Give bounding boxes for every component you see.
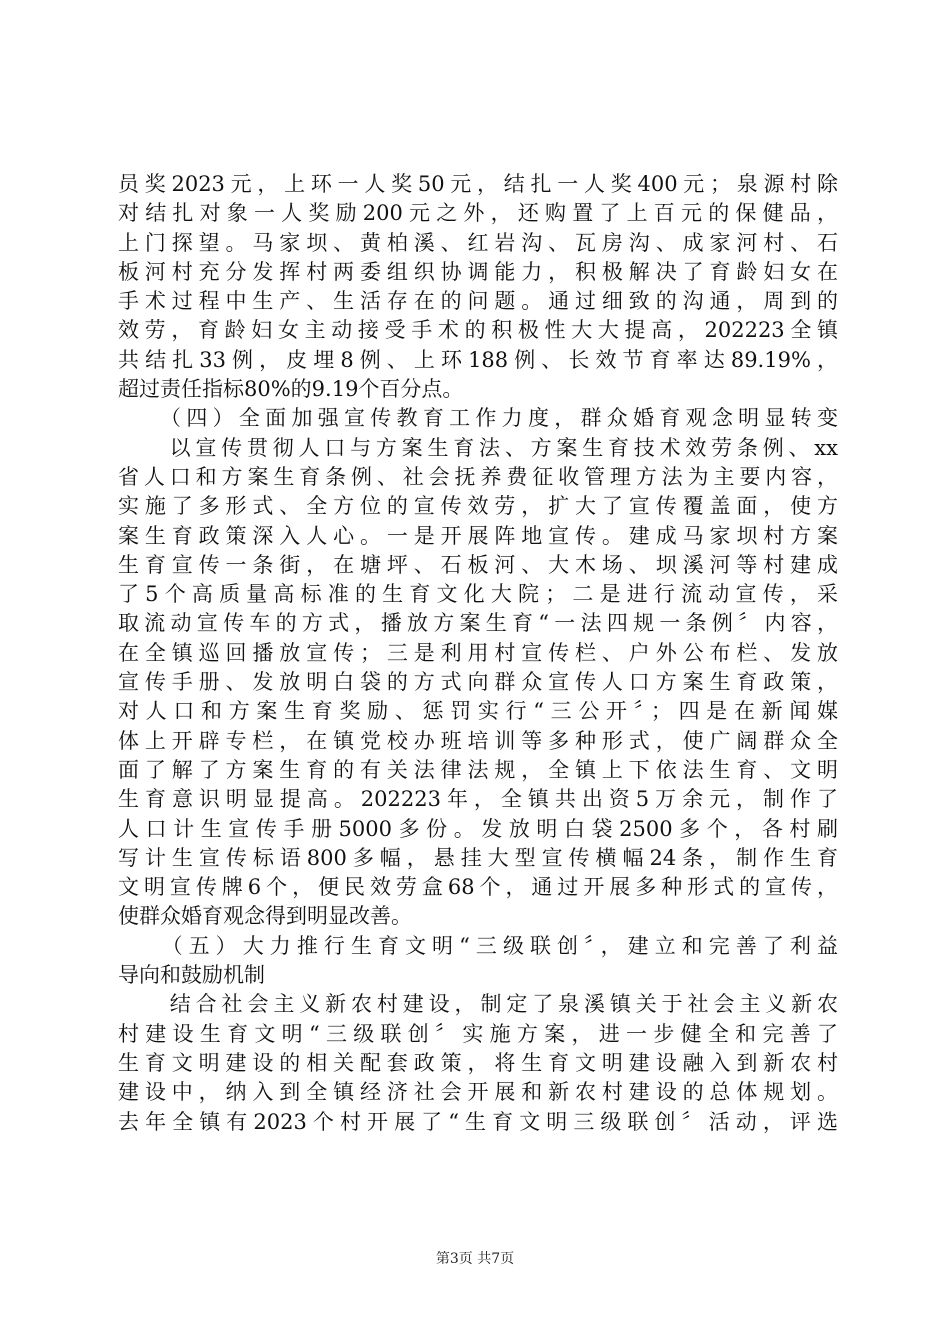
page-footer: 第3页 共7页 — [435, 1251, 515, 1267]
text-line: 手术过程中生产、生活存在的问题。通过细致的沟通，周到的 — [118, 289, 838, 314]
text-line: 员奖2023元，上环一人奖50元，结扎一人奖400元；泉源村除 — [118, 172, 838, 196]
text-line: 对人口和方案生育奖励、惩罚实行“三公开〞；四是在新闻媒 — [118, 699, 838, 724]
text-line: 板河村充分发挥村两委组织协调能力，积极解决了育龄妇女在 — [118, 259, 838, 284]
text-line: 面了解了方案生育的有关法律法规，全镇上下依法生育、文明 — [118, 757, 838, 782]
text-line: 取流动宣传车的方式，播放方案生育“一法四规一条例〞内容， — [118, 611, 838, 636]
text-line: 导向和鼓励机制 — [118, 963, 265, 988]
text-line: 对结扎对象一人奖励200元之外，还购置了上百元的保健品， — [118, 201, 838, 226]
text-line: 体上开辟专栏，在镇党校办班培训等多种形式，使广阔群众全 — [118, 728, 838, 753]
text-line: 文明宣传牌6个，便民效劳盒68个，通过开展多种形式的宣传， — [118, 875, 838, 900]
text-line: 建设中，纳入到全镇经济社会开展和新农村建设的总体规划。 — [118, 1080, 838, 1105]
text-line: 生育意识明显提高。202223年，全镇共出资5万余元，制作了 — [118, 787, 838, 812]
text-line: 上门探望。马家坝、黄柏溪、红岩沟、瓦房沟、成家河村、石 — [118, 230, 838, 255]
body-text — [118, 170, 838, 1137]
text-line: 了5个高质量高标准的生育文化大院；二是进行流动宣传，采 — [118, 582, 838, 607]
text-line: 生育宣传一条街，在塘坪、石板河、大木场、坝溪河等村建成 — [118, 552, 838, 577]
text-line: 实施了多形式、全方位的宣传效劳，扩大了宣传覆盖面，使方 — [118, 494, 838, 519]
text-line: 人口计生宣传手册5000多份。发放明白袋2500多个，各村刷 — [118, 816, 838, 841]
text-line: 使群众婚育观念得到明显改善。 — [118, 904, 412, 929]
text-line: 以宣传贯彻人口与方案生育法、方案生育技术效劳条例、xx — [118, 435, 838, 460]
text-line: （五）大力推行生育文明“三级联创〞，建立和完善了利益 — [118, 933, 838, 958]
text-line: 写计生宣传标语800多幅，悬挂大型宣传横幅24条，制作生育 — [118, 845, 838, 870]
text-line: 超过责任指标80%的9.19个百分点。 — [118, 377, 464, 402]
text-line: 生育文明建设的相关配套政策，将生育文明建设融入到新农村 — [118, 1050, 838, 1075]
text-line: 案生育政策深入人心。一是开展阵地宣传。建成马家坝村方案 — [118, 523, 838, 548]
text-line: 去年全镇有2023个村开展了“生育文明三级联创〞活动，评选 — [118, 1109, 838, 1134]
text-line: 共结扎33例，皮埋8例、上环188例、长效节育率达89.19%， — [118, 347, 838, 372]
text-line: 在全镇巡回播放宣传；三是利用村宣传栏、户外公布栏、发放 — [118, 640, 838, 665]
text-line: 结合社会主义新农村建设，制定了泉溪镇关于社会主义新农 — [118, 992, 838, 1017]
text-line: （四）全面加强宣传教育工作力度，群众婚育观念明显转变 — [118, 406, 838, 431]
text-line: 省人口和方案生育条例、社会抚养费征收管理方法为主要内容， — [118, 464, 838, 489]
text-line: 宣传手册、发放明白袋的方式向群众宣传人口方案生育政策， — [118, 670, 838, 695]
text-line: 效劳，育龄妇女主动接受手术的积极性大大提高，202223全镇 — [118, 318, 838, 343]
text-line: 村建设生育文明“三级联创〞实施方案，进一步健全和完善了 — [118, 1021, 838, 1046]
